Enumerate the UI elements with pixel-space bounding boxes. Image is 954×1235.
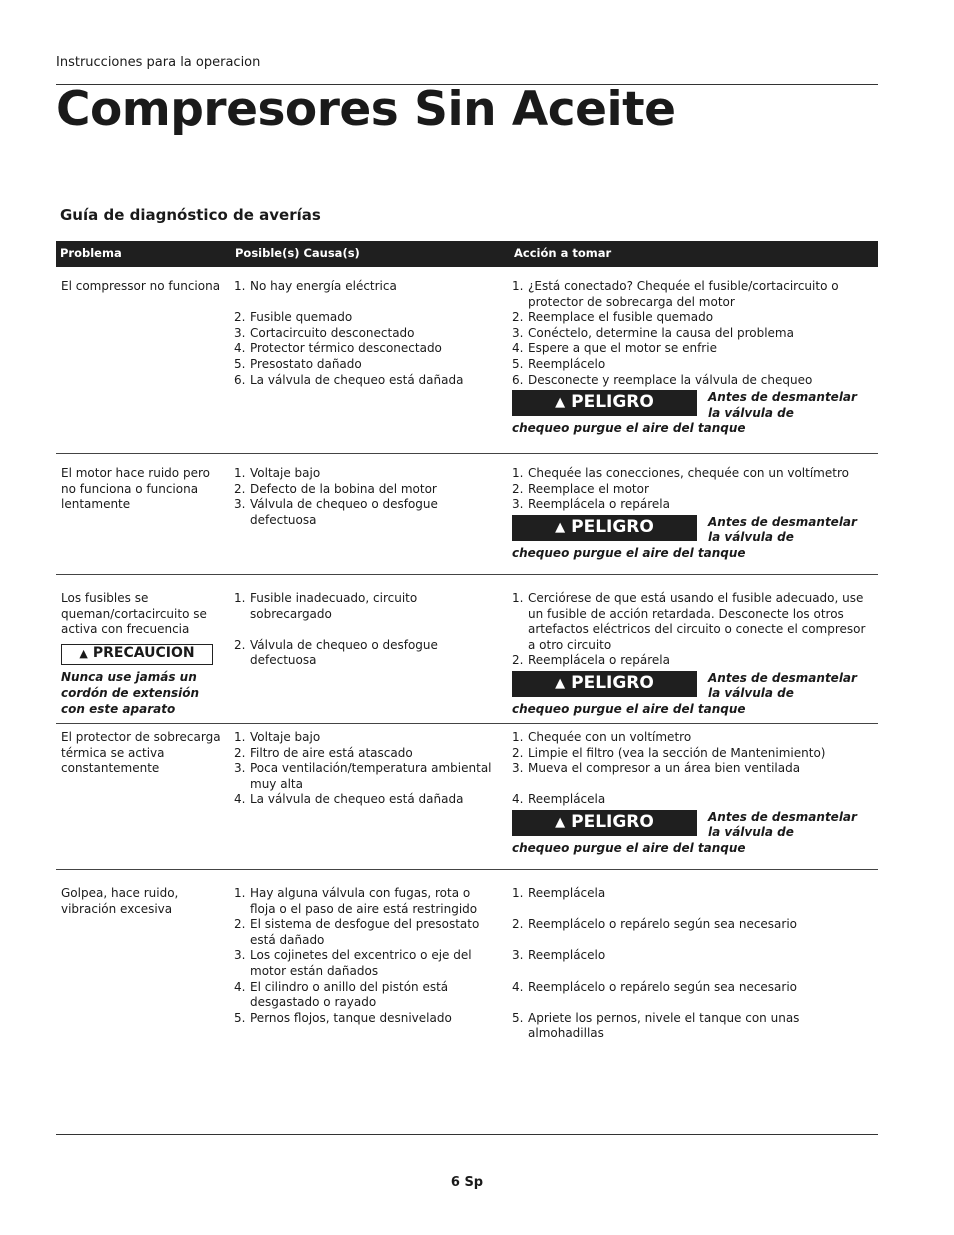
bottom-rule [56,1134,878,1135]
table-row [56,870,878,1040]
list-item [512,497,874,513]
danger-note: chequeo purgue el aire del tanque [512,840,746,855]
list-item [512,730,874,746]
list-item [234,357,499,373]
danger-note: Antes de desmantelar la válvula de [708,514,857,545]
list-item [234,980,499,1011]
item-number: 1. [234,730,246,744]
problem-cell: El protector de sobrecarga térmica se activa constantemente [61,730,221,776]
item-text: Chequée las conecciones, chequée con un voltímetro [528,466,849,480]
danger-badge [512,671,697,697]
item-text: Cortacircuito desconectado [250,325,415,340]
item-text: Defecto de la bobina del motor [250,481,437,496]
item-number: 2. [234,637,246,652]
list-item [234,1011,499,1027]
item-number: 5. [512,1010,524,1025]
item-text: Chequée con un voltímetro [528,730,692,744]
item-text: Los cojinetes del excentrico o eje del motor están dañados [250,948,472,978]
item-text: ¿Está conectado? Chequée el fusible/cortacircuito o protector de sobrecarga del motor [528,279,839,309]
caution-badge [61,644,213,665]
actions-cell [512,466,874,563]
list-item [512,279,874,310]
page-number: 6 Sp [450,1175,484,1190]
item-text: Apriete los pernos, nivele el tanque con unas almohadillas [528,1010,800,1041]
danger-label: PELIGRO [571,392,654,413]
item-number: 6. [512,372,524,387]
section-heading: Guía de diagnóstico de averías [60,206,321,224]
caution-note: Nunca use jamás un cordón de extensión con este aparato [61,669,200,716]
item-text: Poca ventilación/temperatura ambiental muy alta [250,761,492,791]
item-number: 2. [234,745,246,760]
list-item [512,373,874,389]
item-text: Desconecte y reemplace la válvula de chequeo [528,372,813,387]
causes-list [234,730,499,808]
item-text: Mueva el compresor a un área bien ventilada [528,761,801,776]
item-text: Voltaje bajo [250,730,321,744]
item-number: 3. [512,948,524,963]
item-text: Fusible quemado [250,310,353,325]
problem-cell: El motor hace ruido pero no funciona o funciona lentamente [61,466,210,512]
danger-badge [512,515,697,541]
item-text: La válvula de chequeo está dañada [250,372,464,387]
warning-triangle-icon: ▲ [555,395,566,411]
list-item [512,591,874,653]
document-subtitle: Instrucciones para la operacion [56,55,261,70]
danger-warning [512,810,874,858]
item-number: 2. [512,310,524,325]
item-text: Presostato dañado [250,356,362,371]
danger-badge [512,810,697,836]
causes-list [234,886,499,1026]
list-item [234,761,499,792]
list-item [512,761,874,777]
item-number: 4. [234,792,246,807]
warning-triangle-icon: ▲ [555,676,566,692]
item-text: El cilindro o anillo del pistón está desgastado o rayado [250,979,449,1010]
warning-triangle-icon: ▲ [79,647,88,661]
item-number: 3. [512,761,524,776]
warning-triangle-icon: ▲ [555,815,566,831]
danger-note: Antes de desmantelar la válvula de [708,670,857,701]
item-number: 4. [234,341,246,356]
item-number: 3. [234,948,246,963]
problem-cell [61,591,221,717]
list-item [512,1011,874,1042]
column-header-problem: Problema [60,246,122,260]
list-item [512,310,874,326]
item-number: 1. [234,591,246,605]
item-number: 5. [234,1010,246,1025]
item-text: La válvula de chequeo está dañada [250,792,464,807]
item-text: Hay alguna válvula con fugas, rota o floja o el paso de aire está restringido [250,886,478,916]
list-item [234,310,499,326]
item-text: No hay energía eléctrica [250,279,397,293]
actions-cell [512,591,874,719]
list-item [234,341,499,357]
table-row [56,724,878,870]
item-number: 4. [512,341,524,356]
actions-cell [512,279,874,438]
item-text: Fusible inadecuado, circuito sobrecargado [250,591,418,621]
item-text: Filtro de aire está atascado [250,745,413,760]
item-text: Reemplácelo [528,948,606,963]
actions-cell [512,730,874,858]
list-item [512,357,874,373]
danger-note: chequeo purgue el aire del tanque [512,701,746,716]
item-number: 3. [234,325,246,340]
item-text: Reemplácela [528,792,606,807]
actions-list [512,279,874,388]
item-text: Reemplace el fusible quemado [528,310,714,325]
danger-warning [512,390,874,438]
causes-list [234,591,499,669]
list-item [512,792,874,808]
table-header [56,241,878,267]
item-number: 2. [512,653,524,668]
item-number: 2. [234,310,246,325]
list-item [512,341,874,357]
item-text: Reemplácelo o repárelo según sea necesario [528,917,798,932]
list-item [512,917,874,948]
item-number: 3. [234,497,246,512]
item-number: 1. [234,279,246,293]
item-number: 3. [512,497,524,512]
actions-list [512,730,874,808]
actions-list [512,591,874,669]
danger-note: chequeo purgue el aire del tanque [512,545,746,560]
danger-warning [512,671,874,719]
item-text: Pernos flojos, tanque desnivelado [250,1010,452,1025]
item-text: Conéctelo, determine la causa del problema [528,325,794,340]
item-number: 5. [234,356,246,371]
actions-list [512,886,874,1042]
problem-cell: Golpea, hace ruido, vibración excesiva [61,886,179,916]
danger-note: Antes de desmantelar la válvula de [708,390,857,420]
item-text: Reemplácela o repárela [528,497,670,512]
item-number: 1. [512,466,524,480]
list-item [234,497,499,528]
item-text: Espere a que el motor se enfrie [528,341,717,356]
item-text: Cerciórese de que está usando el fusible adecuado, use un fusible de acción retardada. Desconecte los otros artefactos eléctricos del circuito o conecte el compresor a otro circuito [528,591,866,652]
list-item [234,792,499,808]
item-number: 4. [512,979,524,994]
actions-list [512,466,874,513]
item-text: Reemplácelo [528,356,606,371]
item-number: 4. [512,792,524,807]
item-number: 3. [234,761,246,776]
warning-triangle-icon: ▲ [555,519,566,535]
list-item [234,373,499,389]
list-item [512,886,874,917]
item-number: 1. [234,886,246,900]
list-item [234,917,499,948]
column-header-actions: Acción a tomar [514,246,612,260]
item-number: 6. [234,372,246,387]
list-item [512,653,874,669]
item-text: Reemplácela o repárela [528,653,670,668]
list-item [234,638,499,669]
item-number: 2. [234,481,246,496]
item-text: Reemplácela [528,886,606,900]
list-item [512,326,874,342]
caution-label: PRECAUCION [92,645,195,662]
table-row [56,267,878,454]
item-number: 1. [512,279,524,293]
item-number: 2. [512,481,524,496]
item-text: Válvula de chequeo o desfogue defectuosa [250,637,438,668]
list-item [512,948,874,979]
list-item [234,466,499,482]
list-item [234,326,499,342]
item-text: Reemplace el motor [528,481,649,496]
list-item [234,886,499,917]
item-text: Válvula de chequeo o desfogue defectuosa [250,497,438,527]
item-text: Protector térmico desconectado [250,341,442,356]
item-text: Reemplácelo o repárelo según sea necesario [528,979,798,994]
item-number: 4. [234,979,246,994]
column-header-causes: Posible(s) Causa(s) [235,246,360,260]
table-row [56,575,878,724]
item-number: 2. [512,917,524,932]
danger-note: Antes de desmantelar la válvula de [708,809,857,840]
danger-label: PELIGRO [571,812,654,833]
page-title: Compresores Sin Aceite [56,82,676,137]
causes-list [234,466,499,528]
table-row [56,454,878,575]
list-item [234,482,499,498]
list-item [512,466,874,482]
list-item [234,730,499,746]
item-number: 1. [512,591,524,605]
item-number: 1. [512,886,524,900]
list-item [512,746,874,762]
danger-badge [512,390,697,416]
danger-note: chequeo purgue el aire del tanque [512,421,746,436]
list-item [234,746,499,762]
problem-cell: El compressor no funciona [61,279,221,293]
list-item [512,482,874,498]
danger-warning [512,515,874,563]
list-item [234,591,499,622]
list-item [512,980,874,1011]
item-number: 5. [512,356,524,371]
list-item [234,279,499,295]
causes-list [234,279,499,388]
problem-text: Los fusibles se queman/cortacircuito se activa con frecuencia [61,591,207,637]
item-number: 2. [234,917,246,932]
item-text: Voltaje bajo [250,466,321,480]
item-number: 3. [512,325,524,340]
list-item [234,948,499,979]
item-text: El sistema de desfogue del presostato está dañado [250,917,480,947]
danger-label: PELIGRO [571,516,654,537]
item-number: 1. [512,730,524,744]
item-number: 1. [234,466,246,480]
danger-label: PELIGRO [571,673,654,694]
item-text: Limpie el filtro (vea la sección de Mantenimiento) [528,745,826,760]
item-number: 2. [512,745,524,760]
